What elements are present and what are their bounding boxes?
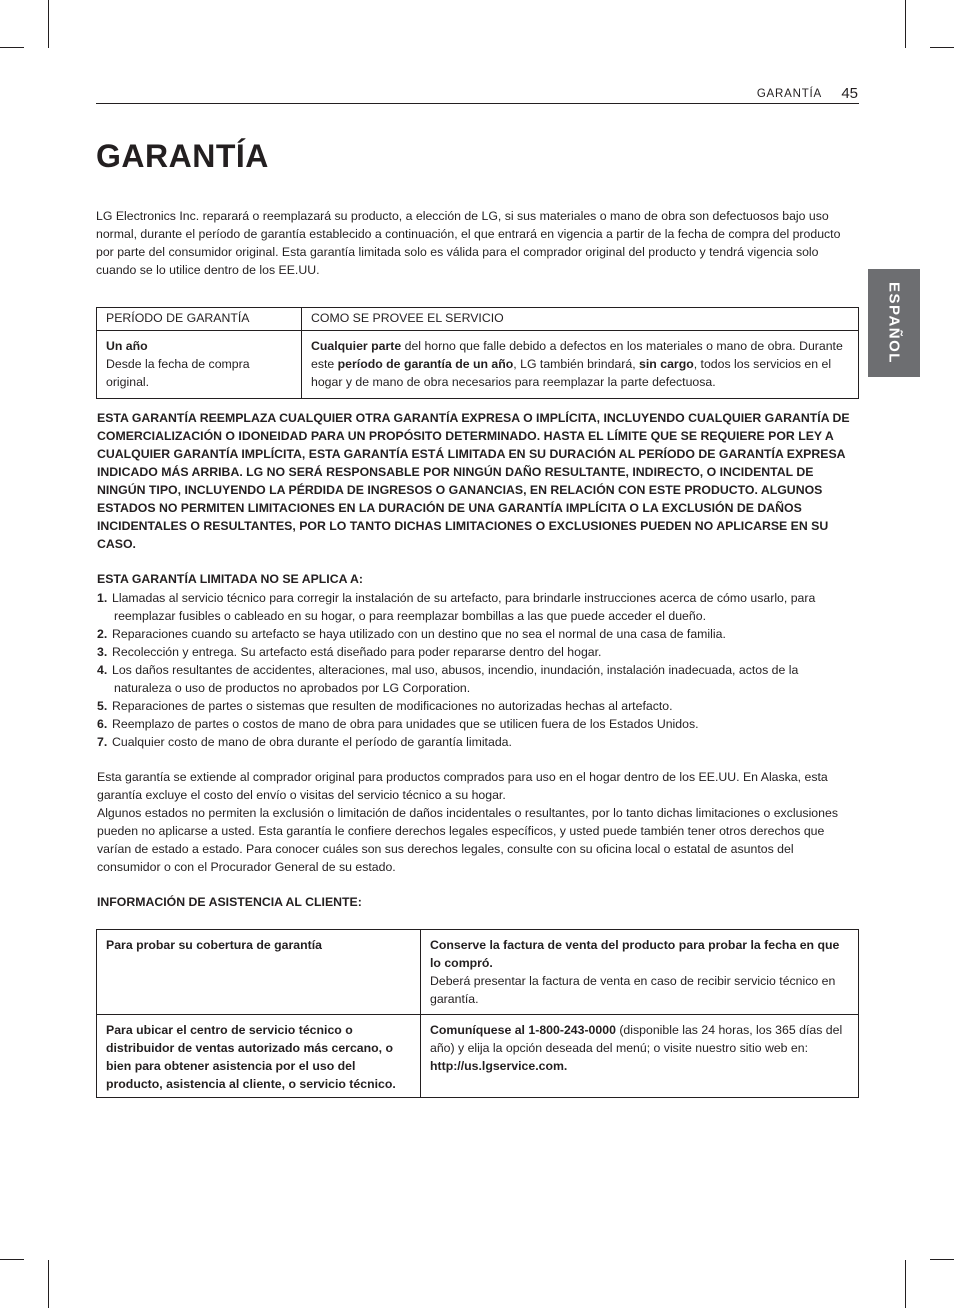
list-number: 5.: [97, 699, 108, 713]
list-item: [97, 697, 857, 715]
crop-mark: [905, 1260, 906, 1308]
crop-mark: [48, 1260, 49, 1308]
intro-paragraph: LG Electronics Inc. reparará o reemplazará su producto, a elección de LG, si sus materiales o mano de obra son defectuosos bajo uso normal, durante el período de garantía establecido a continuación, el que entrará en vigencia a partir de la fecha de compra del producto por parte del consumidor original. Esta garantía limitada solo es válida para el comprador original del producto y tendrá vigencia solo cuando se lo utilice dentro de los EE.UU.: [96, 209, 841, 277]
page-title: GARANTÍA: [96, 138, 269, 174]
exclusions-list: [97, 589, 857, 751]
service-text-bold: período de garantía de un año: [337, 357, 514, 371]
crop-mark: [48, 0, 49, 48]
warranty-service-cell: [302, 331, 859, 399]
list-text: Recolección y entrega. Su artefacto está diseñado para poder repararse dentro del hogar.: [112, 645, 602, 659]
warranty-period-detail: Desde la fecha de compra original.: [106, 357, 250, 389]
crop-mark: [0, 47, 24, 48]
warranty-period-cell: [97, 331, 302, 399]
service-text-bold: Cualquier parte: [311, 339, 402, 353]
extension-section: [97, 768, 860, 876]
list-number: 6.: [97, 717, 108, 731]
list-item: [97, 643, 857, 661]
list-text: Cualquier costo de mano de obra durante el período de garantía limitada.: [112, 735, 512, 749]
support-table: [96, 929, 859, 1098]
support-website-link[interactable]: http://us.lgservice.com.: [430, 1059, 568, 1073]
column-header-period: PERÍODO DE GARANTÍA: [97, 308, 302, 331]
list-item: [97, 625, 857, 643]
list-text: Llamadas al servicio técnico para corregir la instalación de su artefacto, para brindarle instrucciones acerca de cómo usarlo, para reemplazar fusibles o cableado en su hogar, o para reemplazar bombillas a las que puede acceder el dueño.: [112, 591, 816, 623]
service-text: , LG también brindará,: [513, 357, 640, 371]
list-text: Reparaciones de partes o sistemas que resulten de modificaciones no autorizadas hechas al artefacto.: [112, 699, 673, 713]
table-row: [97, 1015, 859, 1098]
table-row: [97, 331, 859, 399]
list-number: 7.: [97, 735, 108, 749]
list-number: 4.: [97, 663, 108, 677]
limitation-paragraph: Algunos estados no permiten la exclusión o limitación de daños incidentales o resultantes, por lo tanto dichas limitaciones o exclusiones pueden no aplicarse a usted. Esta garantía le confiere derechos legales específicos, y usted puede también tener otros derechos que varían de estado a estado. Para conocer cuáles son sus derechos legales, consulte con su oficina local o estatal de asuntos del consumidor o con el Procurador General de su estado.: [97, 806, 838, 874]
support-phone: Comuníquese al 1-800-243-0000: [430, 1023, 616, 1037]
crop-mark: [930, 47, 954, 48]
table-row: [97, 930, 859, 1015]
exclusions-heading: ESTA GARANTÍA LIMITADA NO SE APLICA A:: [97, 572, 363, 586]
support-answer-bold: Conserve la factura de venta del producto para probar la fecha en que lo compró.: [430, 938, 840, 970]
table-header-row: [97, 308, 859, 331]
support-answer-text: Deberá presentar la factura de venta en caso de recibir servicio técnico en garantía.: [430, 974, 836, 1006]
support-answer-cell: [421, 930, 859, 1015]
list-item: [97, 589, 857, 625]
crop-mark: [930, 1259, 954, 1260]
support-answer-text: (disponible las 24 horas, los 365 días del año) y elija la opción deseada del menú; o visite nuestro sitio web en:: [430, 1023, 843, 1055]
disclaimer-paragraph: ESTA GARANTÍA REEMPLAZA CUALQUIER OTRA GARANTÍA EXPRESA O IMPLÍCITA, INCLUYENDO CUALQUIER GARANTÍA DE COMERCIALIZACIÓN O IDONEIDAD PARA UN PROPÓSITO DETERMINADO. HASTA EL LÍMITE QUE SE REQUIERE POR LEY A CUALQUIER GARANTÍA IMPLÍCITA, ESTA GARANTÍA ESTÁ LIMITADA EN SU DURACIÓN AL PERÍODO DE GARANTÍA EXPRESA INDICADO MÁS ARRIBA. LG NO SERÁ RESPONSABLE POR NINGÚN DAÑO RESULTANTE, INDIRECTO, O INCIDENTAL DE NINGÚN TIPO, INCLUYENDO LA PÉRDIDA DE INGRESOS O GANANCIAS, EN RELACIÓN CON ESTE PRODUCTO. ALGUNOS ESTADOS NO PERMITEN LIMITACIONES EN LA DURACIÓN DE UNA GARANTÍA IMPLÍCITA O LA EXCLUSIÓN DE DAÑOS INCIDENTALES O RESULTANTES, POR LO TANTO DICHAS LIMITACIONES O EXCLUSIONES PUEDEN NO APLICARSE EN SU CASO.: [97, 411, 850, 551]
service-text: , todos los servicios en el hogar y de mano de obra necesarios para reemplazar la parte defectuosa.: [311, 357, 832, 389]
warranty-period: Un año: [106, 339, 148, 353]
running-header: GARANTÍA: [756, 88, 822, 100]
support-topic: Para probar su cobertura de garantía: [97, 930, 421, 1015]
support-topic: Para ubicar el centro de servicio técnico o distribuidor de ventas autorizado más cercano, o bien para obtener asistencia por el uso del producto, asistencia al cliente, o servicio técnico.: [97, 1015, 421, 1098]
support-heading: INFORMACIÓN DE ASISTENCIA AL CLIENTE:: [97, 895, 362, 909]
warranty-table: [96, 307, 859, 399]
crop-mark: [0, 1259, 24, 1260]
list-text: Los daños resultantes de accidentes, alteraciones, mal uso, abusos, incendio, inundación, instalación inadecuada, actos de la naturaleza o uso de productos no aprobados por LG Corporation.: [112, 663, 799, 695]
service-text-bold: sin cargo: [639, 357, 694, 371]
list-item: [97, 715, 857, 733]
crop-mark: [905, 0, 906, 48]
header-rule: [96, 103, 859, 104]
list-item: [97, 661, 857, 697]
list-text: Reemplazo de partes o costos de mano de obra para unidades que se utilicen fuera de los Estados Unidos.: [112, 717, 699, 731]
list-number: 3.: [97, 645, 108, 659]
list-number: 2.: [97, 627, 108, 641]
list-number: 1.: [97, 591, 108, 605]
page-number: 45: [841, 85, 858, 102]
extension-paragraph: Esta garantía se extiende al comprador original para productos comprados para uso en el hogar dentro de los EE.UU. En Alaska, esta garantía excluye el costo del envío o visitas del servicio técnico a su hogar.: [97, 770, 828, 802]
list-text: Reparaciones cuando su artefacto se haya utilizado con un destino que no sea el normal de una casa de familia.: [112, 627, 726, 641]
column-header-service: COMO SE PROVEE EL SERVICIO: [302, 308, 859, 331]
support-answer-cell: [421, 1015, 859, 1098]
list-item: [97, 733, 857, 751]
service-text: del horno que falle debido a defectos en los materiales o mano de obra. Durante este: [311, 339, 843, 371]
language-tab: [868, 269, 920, 377]
language-tab-label: ESPAÑOL: [885, 282, 903, 364]
